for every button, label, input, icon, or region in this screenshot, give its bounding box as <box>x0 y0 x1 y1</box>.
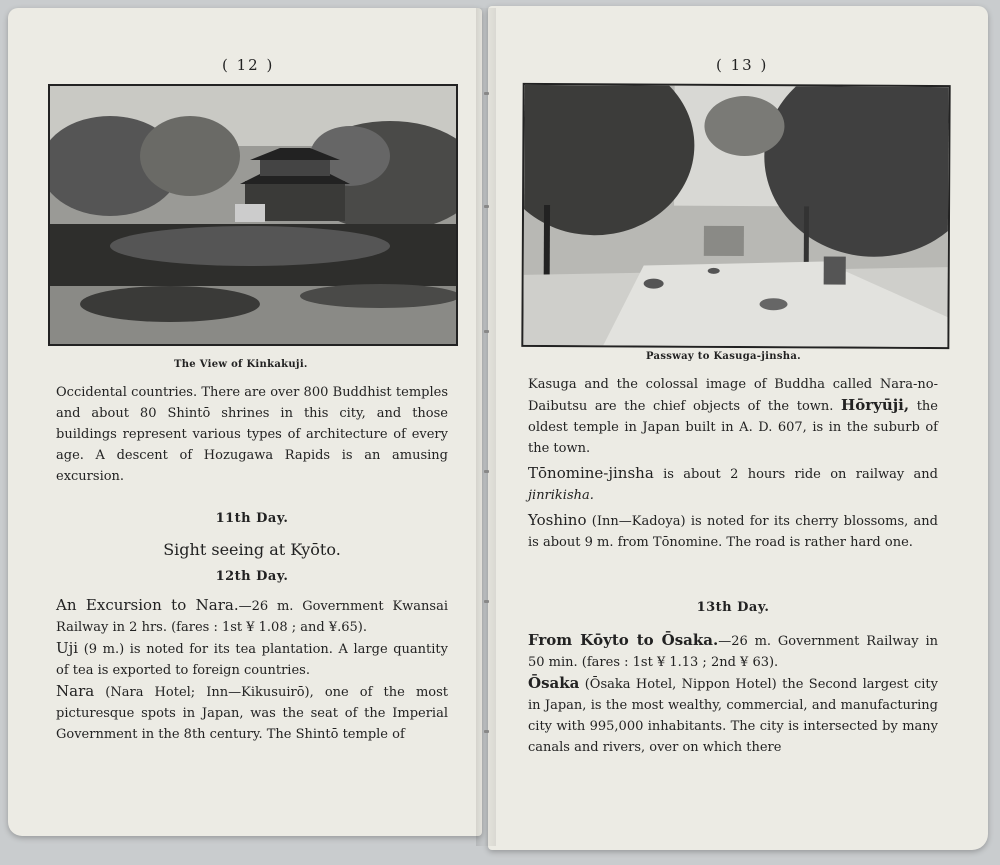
photo-caption-kasuga: Passway to Kasuga-jinsha. <box>646 351 801 362</box>
horyuji-text: the oldest temple in Japan built in A. D. 607, is in the suburb of the town. <box>528 399 938 456</box>
heading-12th-day: 12th Day. <box>215 569 289 584</box>
page-number-left: ( 12 ) <box>222 56 275 74</box>
photo-caption-kinkakuji: The View of Kinkakuji. <box>174 359 308 370</box>
page-number-right: ( 13 ) <box>716 56 769 74</box>
uji-text: (9 m.) is noted for its tea plantation. A large quantity of tea is exported to foreign countries. <box>56 642 448 678</box>
heading-13th-day: 13th Day. <box>696 600 770 615</box>
paragraph-kasuga <box>528 374 938 459</box>
horyuji-name: Hōryūji, <box>841 396 910 414</box>
binding-stitch <box>484 330 489 333</box>
paragraph-osaka-route <box>528 630 938 673</box>
excursion-text: —26 m. Government Kwansai Railway in 2 hrs. (fares : 1st ¥ 1.08 ; and ¥.65). <box>56 599 448 635</box>
osaka-route-text: —26 m. Government Railway in 50 min. (fares : 1st ¥ 1.13 ; 2nd ¥ 63). <box>528 634 938 670</box>
osaka-name: Ōsaka <box>528 674 580 692</box>
paragraph-tonomine <box>528 463 938 506</box>
left-page-body <box>56 382 448 745</box>
binding-stitch <box>484 600 489 603</box>
paragraph-occidental: Occidental countries. There are over 800 Buddhist temples and about 80 Shintō shrines in this city, and those buildings represent various types of architecture of every age. A descent of Hozugawa Rapids is an amusing excursion. <box>56 385 448 484</box>
excursion-title: An Excursion to Nara. <box>56 596 239 614</box>
heading-11th-day: 11th Day. <box>215 511 289 526</box>
tonomine-name: Tōnomine-jinsha <box>528 464 654 482</box>
sight-seeing-kyoto: Sight seeing at Kyōto. <box>163 540 341 559</box>
osaka-route-title: From Kōyto to Ōsaka. <box>528 631 719 649</box>
paragraph-yoshino <box>528 510 938 553</box>
yoshino-name: Yoshino <box>528 511 587 529</box>
nara-text: (Nara Hotel; Inn—Kikusuirō), one of the most picturesque spots in Japan, was the seat of the Imperial Government in the 8th century. The Shintō temple of <box>56 685 448 742</box>
photo-kinkakuji <box>48 84 458 346</box>
photo-kasuga-passway <box>521 83 950 349</box>
tonomine-text: is about 2 hours ride on railway and <box>663 467 939 482</box>
nara-name: Nara <box>56 682 95 700</box>
yoshino-text: (Inn—Kadoya) is noted for its cherry blossoms, and is about 9 m. from Tōnomine. The road is rather hard one. <box>528 514 938 550</box>
paragraph-nara <box>56 681 448 745</box>
binding-stitch <box>484 470 489 473</box>
book-gutter <box>476 8 496 846</box>
paragraph-uji <box>56 638 448 681</box>
right-page-body <box>528 374 938 758</box>
tonomine-italic: jinrikisha. <box>528 488 594 503</box>
uji-name: Uji <box>56 639 79 657</box>
kasuga-text: Kasuga and the colossal image of Buddha called Nara-no-Daibutsu are the chief objects of the town. <box>528 377 938 414</box>
binding-stitch <box>484 730 489 733</box>
osaka-text: (Ōsaka Hotel, Nippon Hotel) the Second largest city in Japan, is the most wealthy, commercial, and manufacturing city with 995,000 inhabitants. The city is intersected by many canals and rivers, over on which there <box>528 677 938 755</box>
paragraph-osaka <box>528 673 938 758</box>
binding-stitch <box>484 92 489 95</box>
binding-stitch <box>484 205 489 208</box>
paragraph-nara-excursion <box>56 595 448 638</box>
